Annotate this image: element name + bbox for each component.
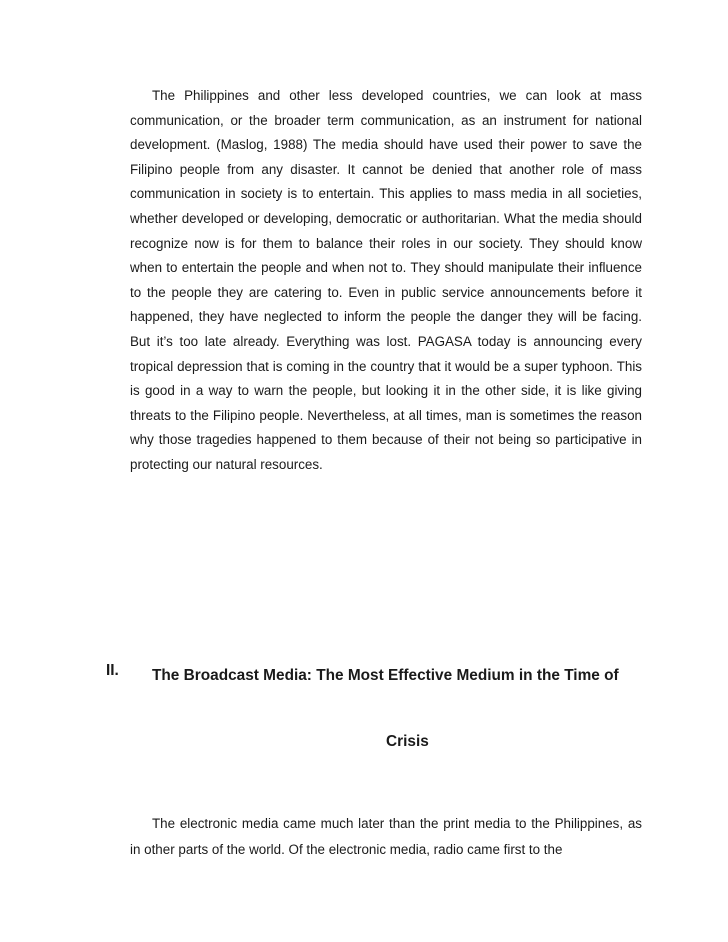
section-heading: The Broadcast Media: The Most Effective Medium in the Time of xyxy=(152,667,619,684)
body-paragraph-1: The Philippines and other less developed countries, we can look at mass communication, or the broader term communication, as an instrument for national development. (Maslog, 1988) The media should have used their power to save the Filipino people from any disaster. It cannot be denied that another role of mass communication in society is to entertain. This applies to mass media in all societies, whether developed or developing, democratic or authoritarian. What the media should recognize now is for them to balance their roles in our society. They should know when to entertain the people and when not to. They should manipulate their influence to the people they are catering to. Even in public service announcements before it happened, they have neglected to inform the people the danger they will be facing. But it’s too late already. Everything was lost. PAGASA today is announcing every tropical depression that is coming in the country that it would be a super typhoon. This is good in a way to warn the people, but looking it in the other side, it is like giving threats to the Filipino people. Nevertheless, at all times, man is sometimes the reason why those tragedies happened to them because of their not being so participative in protecting our natural resources. xyxy=(130,88,642,472)
body-paragraph-2: The electronic media came much later than the print media to the Philippines, as in other parts of the world. Of the electronic media, radio came first to the xyxy=(130,816,642,857)
section-heading-continuation: Crisis xyxy=(386,733,429,750)
section-number: II. xyxy=(106,662,119,679)
